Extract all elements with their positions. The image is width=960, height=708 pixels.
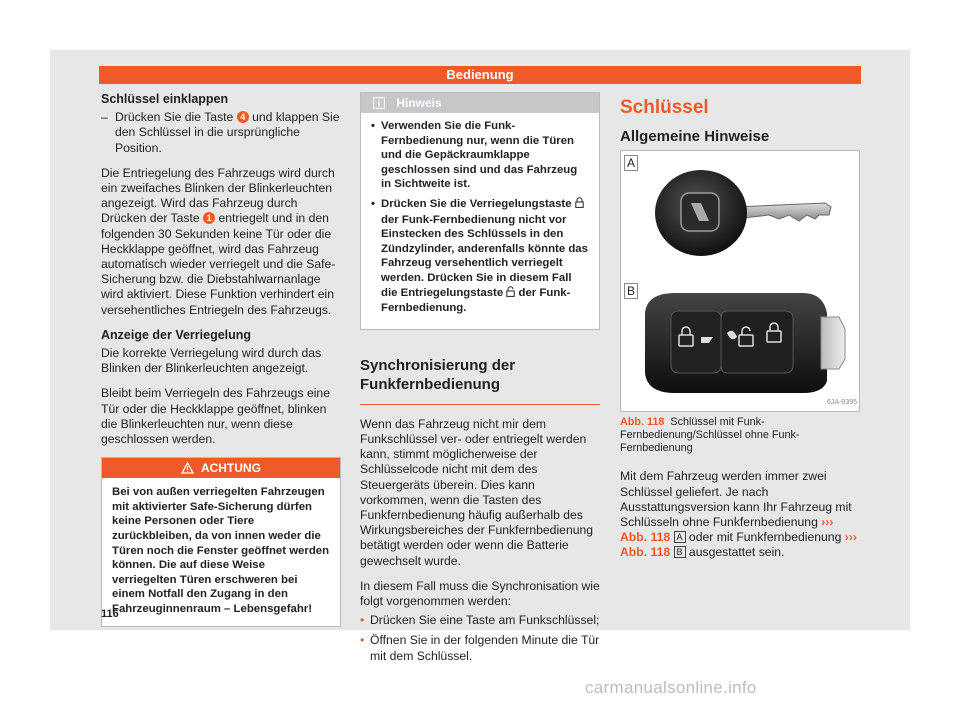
para-pre: Mit dem Fahrzeug werden immer zwei Schlüssel geliefert. Je nach Ausstattungsversion kann Ihr Fahrzeug mit Schlüsseln ohne Funkfernbedienung bbox=[620, 469, 852, 530]
button-number-badge: 4 bbox=[237, 111, 249, 123]
para1-pre: Die Entriegelung des Fahrzeugs wird durch ein zweifaches Blinken der Blinkerleuchten angezeigt. Wird das Fahrzeug durch Drücken der Taste bbox=[101, 165, 335, 226]
para1-post: entriegelt und in den folgenden 30 Sekunden keine Tür oder die Heckklappe geöffnet, wird das Fahrzeug automatisch wieder verriegelt und die Safe-Sicherung bzw. die Diebstahlwarnanlage wird aktiviert. Diese Funktion verhindert ein versehentliches Entriegeln des Fahrzeugs. bbox=[101, 211, 336, 317]
column-middle bbox=[360, 92, 600, 669]
page-number: 116 bbox=[101, 608, 119, 620]
heading-schluessel-einklappen: Schlüssel einklappen bbox=[101, 92, 229, 106]
list-item-text: Drücken Sie eine Taste am Funkschlüssel; bbox=[370, 613, 600, 628]
paragraph-verriegelung: Die korrekte Verriegelung wird durch das Blinken der Blinkerleuchten angezeigt. bbox=[101, 346, 322, 376]
note-box bbox=[360, 92, 600, 330]
note-item2-pre: Drücken Sie die Verriegelungstaste bbox=[381, 197, 572, 210]
section-rule bbox=[360, 404, 600, 405]
paragraph-synchronisierung: Wenn das Fahrzeug nicht mir dem Funkschlüssel ver- oder entriegelt werden kann, stimmt möglicherweise der Schlüsselcode nicht mit dem des Steuergeräts überein. Dies kann vorkommen, wenn die Tasten des Funkfernbedienung häufig außerhalb des Wirkungsbereiches der Funkfernbedienung betätigt werden oder wenn die Batterie gewechselt wurde. bbox=[360, 416, 594, 568]
figure-number: Abb. 118 bbox=[620, 416, 665, 429]
chapter-header: Bedienung bbox=[99, 66, 861, 84]
list-item-text: Öffnen Sie in der folgenden Minute die Tür mit dem Schlüssel. bbox=[370, 633, 600, 663]
note-item bbox=[371, 119, 589, 192]
note-body bbox=[361, 113, 599, 329]
unlock-icon bbox=[506, 286, 515, 302]
para-mid: oder mit Funkfernbedienung bbox=[688, 530, 842, 545]
list-item bbox=[360, 613, 600, 628]
button-number-badge: 1 bbox=[203, 212, 215, 224]
figure-label-b: B bbox=[624, 283, 638, 299]
key-figure bbox=[620, 150, 860, 412]
note-bullet: • bbox=[371, 197, 375, 210]
note-bullet: • bbox=[371, 120, 375, 132]
list-bullet: • bbox=[360, 613, 365, 628]
lock-icon bbox=[575, 197, 584, 213]
info-icon bbox=[373, 95, 385, 115]
step-text-post: und klappen Sie den Schlüssel in die ursprüngliche Position. bbox=[115, 110, 340, 155]
section-title-synchronisierung: Synchronisierung der Funkfernbedienung bbox=[360, 356, 516, 393]
para-post: ausgestattet sein. bbox=[688, 545, 785, 560]
chapter-title: Schlüssel bbox=[620, 97, 709, 118]
paragraph-schluessel bbox=[620, 469, 860, 560]
figure-label-a: A bbox=[624, 155, 638, 171]
figure-caption-text: Schlüssel mit Funk-Fernbedienung/Schlüssel ohne Funk-Fernbedienung bbox=[620, 416, 800, 455]
figure-letter: B bbox=[674, 546, 686, 558]
note-header bbox=[361, 93, 599, 113]
note-item-text bbox=[381, 197, 589, 316]
instruction-step bbox=[101, 110, 341, 156]
figure-reference-link[interactable]: ››› Abb. 118 bbox=[620, 530, 857, 560]
figure-caption bbox=[620, 416, 860, 455]
heading-anzeige-verriegelung: Anzeige der Verriegelung bbox=[101, 327, 252, 342]
note-title: Hinweis bbox=[396, 96, 442, 110]
note-item2-mid: der Funk-Fernbedienung nicht vor Einstecken des Schlüssels in den Zündzylinder, anderenfalls könnte das Fahrzeug versehentlich verriegelt werden. Drücken Sie in diesem Fall die Entriegelungstaste bbox=[381, 213, 588, 299]
warning-triangle-icon bbox=[181, 460, 194, 480]
section-title-allgemeine-hinweise: Allgemeine Hinweise bbox=[620, 128, 770, 146]
warning-box bbox=[101, 457, 341, 626]
key-without-remote-image bbox=[643, 159, 853, 269]
paragraph-heckklappe: Bleibt beim Verriegeln des Fahrzeugs eine Tür oder die Heckklappe geöffnet, blinken die Blinkerleuchten nur, wenn diese geschlossen werden. bbox=[101, 386, 330, 447]
warning-text: Bei von außen verriegelten Fahrzeugen mit aktivierter Safe-Sicherung dürfen keine Personen oder Tiere zurückbleiben, da von innen weder die Türen noch die Fenster geöffnet werden können. Die auf diese Weise verriegelten Türen erschweren bei einem Notfall den Zugang in den Fahrzeuginnenraum – Lebensgefahr! bbox=[112, 486, 330, 616]
note-item bbox=[371, 197, 589, 316]
note-item2-post: der Funk-Fernbedienung. bbox=[381, 286, 571, 315]
figure-code: 6JA-0395 bbox=[827, 399, 857, 407]
warning-title: ACHTUNG bbox=[200, 461, 261, 476]
figure-reference-link[interactable]: ››› Abb. 118 bbox=[620, 515, 834, 545]
step-text bbox=[115, 110, 341, 156]
warning-header bbox=[102, 458, 340, 478]
column-left bbox=[101, 92, 341, 627]
list-bullet: • bbox=[360, 633, 365, 648]
watermark: carmanualsonline.info bbox=[585, 678, 757, 697]
step-dash: – bbox=[101, 110, 108, 125]
figure-letter: A bbox=[674, 531, 686, 543]
note-item-text: Verwenden Sie die Funk-Fernbedienung nur, wenn die Türen und die Gepäckraumklappe geschlossen sind und das Fahrzeug in Sichtweite ist. bbox=[381, 120, 578, 191]
paragraph-vorgehen: In diesem Fall muss die Synchronisation wie folgt vorgenommen werden: bbox=[360, 578, 600, 608]
step-text-pre: Drücken Sie die Taste bbox=[115, 110, 234, 125]
column-right bbox=[620, 92, 860, 571]
key-with-remote-image bbox=[635, 283, 855, 401]
list-item bbox=[360, 633, 600, 663]
paragraph-entriegelung bbox=[101, 166, 341, 318]
